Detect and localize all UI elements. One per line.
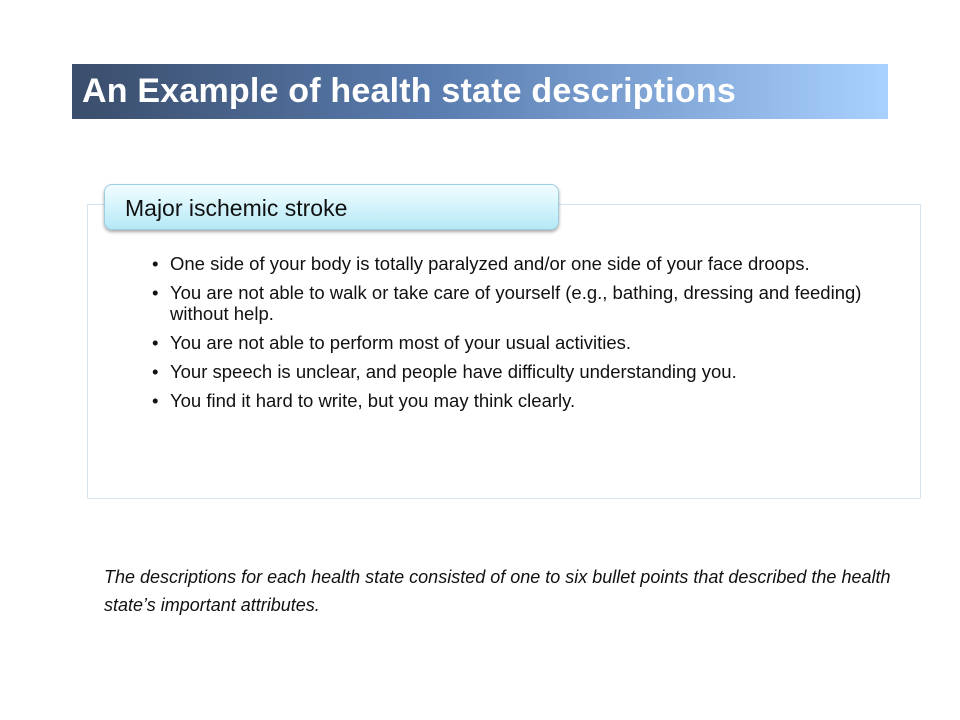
bullet-icon: •: [152, 390, 159, 411]
bullet-icon: •: [152, 332, 159, 353]
list-item: [150, 361, 870, 382]
bullet-icon: •: [152, 253, 159, 274]
bullet-text: You find it hard to write, but you may think clearly.: [170, 390, 576, 411]
list-item: [150, 282, 870, 324]
health-state-label: Major ischemic stroke: [125, 195, 348, 221]
bullet-icon: •: [152, 282, 159, 303]
bullet-text: You are not able to perform most of your usual activities.: [170, 332, 632, 353]
health-state-label-tab: [104, 184, 559, 230]
list-item: [150, 253, 870, 274]
footnote-text: The descriptions for each health state consisted of one to six bullet points that described the health state’s important attributes.: [104, 567, 891, 615]
page-title: An Example of health state descriptions: [82, 72, 736, 110]
bullet-icon: •: [152, 361, 159, 382]
list-item: [150, 332, 870, 353]
bullet-text: You are not able to walk or take care of yourself (e.g., bathing, dressing and feeding) without help.: [170, 282, 862, 324]
bullet-text: One side of your body is totally paralyzed and/or one side of your face droops.: [170, 253, 810, 274]
health-state-bullet-list: [150, 253, 870, 419]
title-banner: [72, 64, 888, 119]
list-item: [150, 390, 870, 411]
bullet-text: Your speech is unclear, and people have difficulty understanding you.: [170, 361, 737, 382]
